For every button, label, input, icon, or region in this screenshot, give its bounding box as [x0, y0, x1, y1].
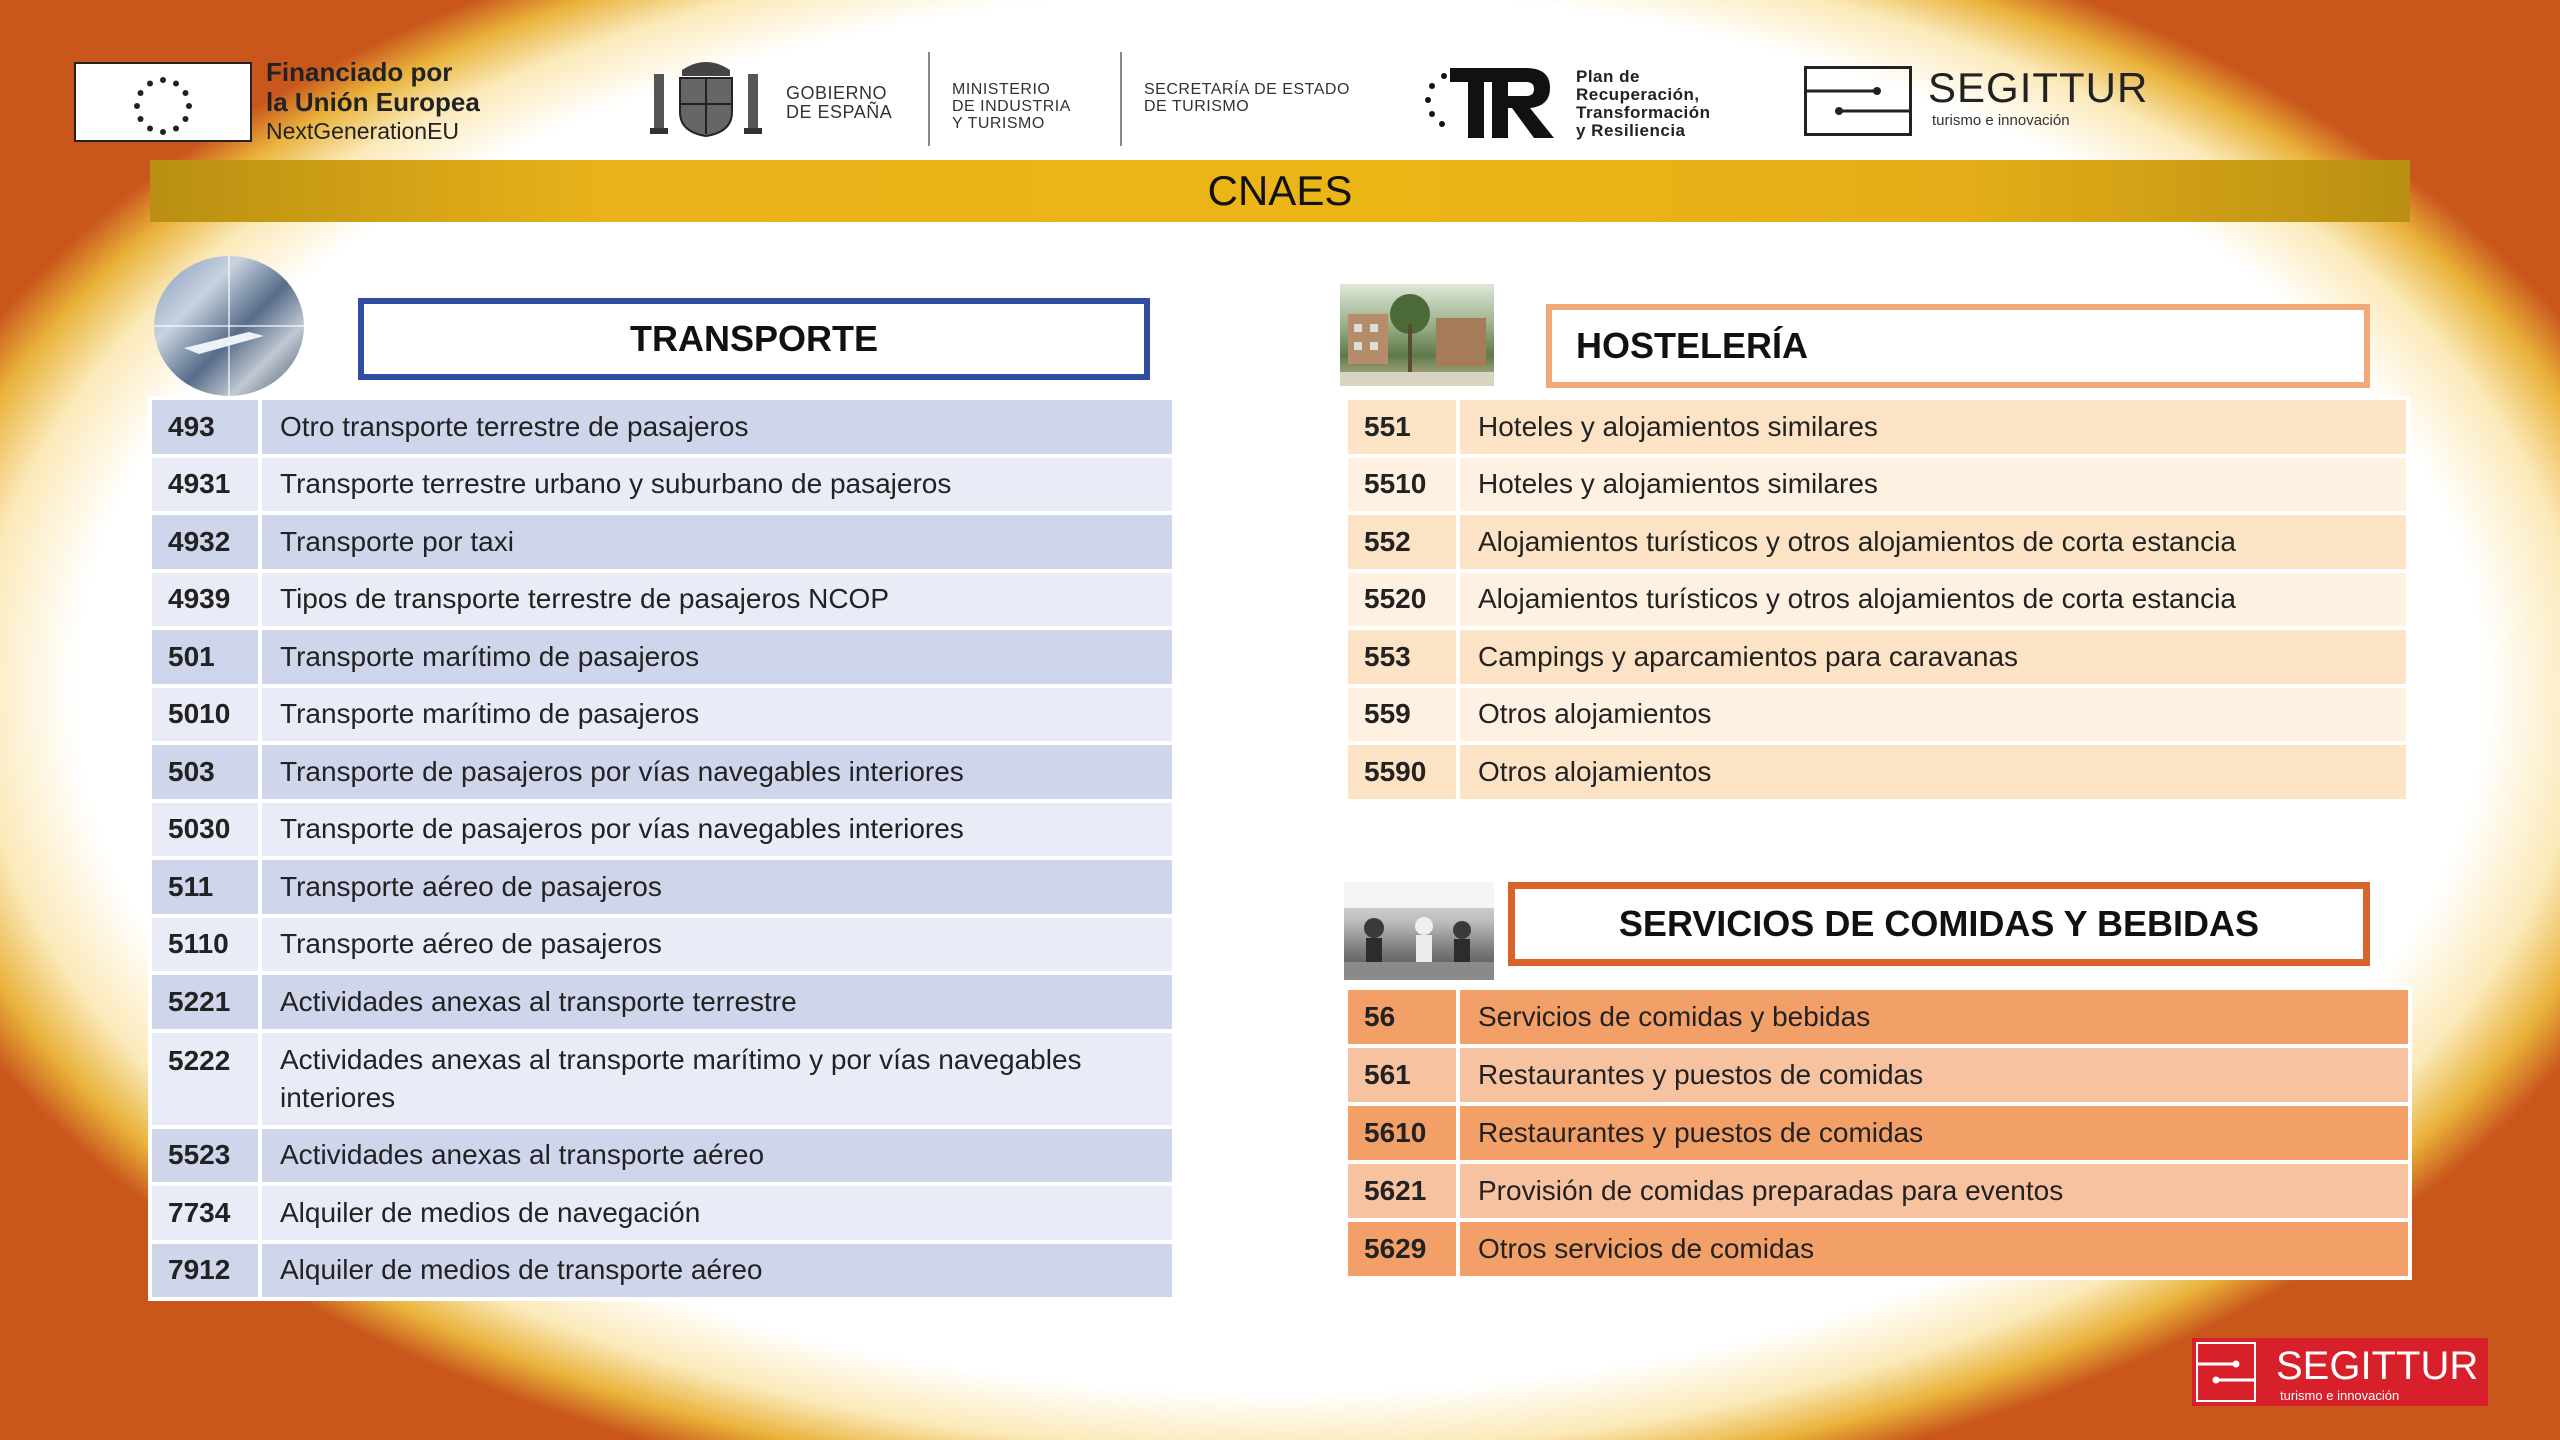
- ministerio-line-2: DE INDUSTRIA: [952, 97, 1071, 115]
- cnae-code: 5610: [1346, 1104, 1458, 1162]
- cnae-code: 4939: [150, 571, 260, 629]
- cnae-description: Alquiler de medios de transporte aéreo: [260, 1242, 1174, 1300]
- plan-line-2: Recuperación,: [1576, 84, 1700, 104]
- cnae-description: Transporte marítimo de pasajeros: [260, 686, 1174, 744]
- eu-line-3: NextGenerationEU: [266, 117, 460, 144]
- segittur-header-logo: [1804, 66, 1912, 136]
- recovery-plan-logo: [1422, 64, 1566, 140]
- header-separator: [1120, 52, 1122, 146]
- cnae-code: 5030: [150, 801, 260, 859]
- comidas-title: SERVICIOS DE COMIDAS Y BEBIDAS: [1618, 903, 2260, 944]
- comidas-row: [1346, 1162, 2410, 1220]
- cnaes-ribbon: [150, 160, 2410, 222]
- gobierno-line-2: DE ESPAÑA: [786, 101, 893, 122]
- cnae-code: 5110: [150, 916, 260, 974]
- cnae-description: Provisión de comidas preparadas para eventos: [1458, 1162, 2410, 1220]
- cnae-code: 5523: [150, 1127, 260, 1185]
- transporte-title: TRANSPORTE: [629, 318, 878, 359]
- transporte-row: [150, 1184, 1174, 1242]
- ribbon-title: CNAES: [1207, 167, 1353, 214]
- cnae-description: Transporte marítimo de pasajeros: [260, 628, 1174, 686]
- ministerio-line-3: Y TURISMO: [952, 114, 1045, 132]
- transporte-row: [150, 1127, 1174, 1185]
- hosteleria-row: [1346, 628, 2408, 686]
- hosteleria-row: [1346, 513, 2408, 571]
- cnae-description: Otro transporte terrestre de pasajeros: [260, 398, 1174, 456]
- ministerio-line-1: MINISTERIO: [952, 81, 1051, 98]
- eu-line-2: la Unión Europea: [266, 86, 480, 117]
- plan-line-3: Transformación: [1576, 102, 1711, 122]
- cnae-description: Actividades anexas al transporte marítimo y por vías navegables interiores: [260, 1031, 1174, 1127]
- cnae-code: 501: [150, 628, 260, 686]
- segittur-header-name: SEGITTUR: [1928, 64, 2149, 111]
- cnae-description: Transporte terrestre urbano y suburbano de pasajeros: [260, 456, 1174, 514]
- transporte-row: [150, 1242, 1174, 1300]
- cnae-code: 503: [150, 743, 260, 801]
- header-logos: [0, 0, 2560, 150]
- cnae-code: 552: [1346, 513, 1458, 571]
- cnae-description: Restaurantes y puestos de comidas: [1458, 1046, 2410, 1104]
- segittur-header-tagline: turismo e innovación: [1932, 112, 2070, 129]
- ministerio-text: [952, 82, 1071, 132]
- cnae-description: Transporte de pasajeros por vías navegables interiores: [260, 801, 1174, 859]
- hosteleria-title-box: [1546, 304, 2370, 388]
- cnae-description: Campings y aparcamientos para caravanas: [1458, 628, 2408, 686]
- cnae-code: 5590: [1346, 743, 1458, 801]
- hosteleria-row: [1346, 398, 2408, 456]
- cnae-description: Alojamientos turísticos y otros alojamientos de corta estancia: [1458, 571, 2408, 629]
- segittur-footer-mark: [2196, 1342, 2256, 1402]
- cnae-code: 551: [1346, 398, 1458, 456]
- gobierno-text: [786, 84, 892, 122]
- transporte-row: [150, 456, 1174, 514]
- transporte-row: [150, 513, 1174, 571]
- transporte-row: [150, 743, 1174, 801]
- secretaria-line-1: SECRETARÍA DE ESTADO: [1144, 81, 1350, 98]
- transporte-row: [150, 858, 1174, 916]
- cnae-description: Servicios de comidas y bebidas: [1458, 988, 2410, 1046]
- eu-flag-logo: [74, 62, 252, 142]
- cnae-code: 5222: [150, 1031, 260, 1127]
- cnae-code: 511: [150, 858, 260, 916]
- segittur-footer-name: SEGITTUR: [2276, 1344, 2479, 1388]
- cnae-description: Transporte aéreo de pasajeros: [260, 858, 1174, 916]
- transporte-table: [148, 396, 1176, 1301]
- transporte-row: [150, 571, 1174, 629]
- comidas-title-box: [1508, 882, 2370, 966]
- hosteleria-title: HOSTELERÍA: [1576, 325, 1809, 366]
- cnae-description: Transporte por taxi: [260, 513, 1174, 571]
- transporte-row: [150, 628, 1174, 686]
- eu-line-1: Financiado por: [266, 57, 453, 87]
- cnae-description: Actividades anexas al transporte terrestre: [260, 973, 1174, 1031]
- transporte-row: [150, 398, 1174, 456]
- cnae-code: 561: [1346, 1046, 1458, 1104]
- hotel-photo: [1340, 284, 1494, 386]
- restaurant-photo: [1344, 882, 1494, 980]
- cnae-description: Hoteles y alojamientos similares: [1458, 456, 2408, 514]
- comidas-table: [1344, 986, 2412, 1280]
- coat-of-arms-logo: [646, 52, 766, 138]
- recovery-plan-text: [1576, 68, 1711, 139]
- transport-photo: [154, 256, 304, 396]
- cnae-code: 4932: [150, 513, 260, 571]
- cnae-code: 5520: [1346, 571, 1458, 629]
- hosteleria-row: [1346, 456, 2408, 514]
- cnae-code: 4931: [150, 456, 260, 514]
- cnae-code: 5629: [1346, 1220, 1458, 1278]
- cnae-code: 7734: [150, 1184, 260, 1242]
- cnae-description: Transporte de pasajeros por vías navegables interiores: [260, 743, 1174, 801]
- comidas-row: [1346, 1104, 2410, 1162]
- plan-line-1: Plan de: [1576, 67, 1640, 86]
- segittur-mark-icon: [1807, 69, 1909, 133]
- cnae-description: Hoteles y alojamientos similares: [1458, 398, 2408, 456]
- cnae-code: 493: [150, 398, 260, 456]
- secretaria-text: [1144, 82, 1350, 116]
- hosteleria-table: [1344, 396, 2410, 803]
- cnae-code: 7912: [150, 1242, 260, 1300]
- transporte-title-box: [358, 298, 1150, 380]
- cnae-code: 56: [1346, 988, 1458, 1046]
- eu-funding-text: [266, 58, 480, 144]
- transporte-row: [150, 801, 1174, 859]
- cnae-description: Otros alojamientos: [1458, 743, 2408, 801]
- comidas-row: [1346, 1220, 2410, 1278]
- segittur-footer-tagline: turismo e innovación: [2280, 1388, 2400, 1403]
- hosteleria-row: [1346, 743, 2408, 801]
- cnae-description: Alojamientos turísticos y otros alojamientos de corta estancia: [1458, 513, 2408, 571]
- cnae-description: Actividades anexas al transporte aéreo: [260, 1127, 1174, 1185]
- cnae-code: 5221: [150, 973, 260, 1031]
- gobierno-line-1: GOBIERNO: [786, 83, 888, 103]
- cnae-code: 5010: [150, 686, 260, 744]
- cnae-code: 5621: [1346, 1162, 1458, 1220]
- transporte-row: [150, 916, 1174, 974]
- cnae-code: 559: [1346, 686, 1458, 744]
- cnae-description: Restaurantes y puestos de comidas: [1458, 1104, 2410, 1162]
- transporte-row: [150, 973, 1174, 1031]
- segittur-footer-logo: [2192, 1338, 2488, 1406]
- plan-line-4: y Resiliencia: [1576, 120, 1686, 140]
- transporte-row: [150, 686, 1174, 744]
- cnae-code: 5510: [1346, 456, 1458, 514]
- cnae-description: Tipos de transporte terrestre de pasajeros NCOP: [260, 571, 1174, 629]
- hosteleria-row: [1346, 686, 2408, 744]
- cnae-code: 553: [1346, 628, 1458, 686]
- secretaria-line-2: DE TURISMO: [1144, 97, 1250, 115]
- transporte-row: [150, 1031, 1174, 1127]
- hosteleria-row: [1346, 571, 2408, 629]
- cnae-description: Transporte aéreo de pasajeros: [260, 916, 1174, 974]
- segittur-mark-icon: [2198, 1344, 2254, 1400]
- cnae-description: Alquiler de medios de navegación: [260, 1184, 1174, 1242]
- comidas-row: [1346, 988, 2410, 1046]
- eu-stars-icon: [76, 64, 250, 140]
- cnae-description: Otros servicios de comidas: [1458, 1220, 2410, 1278]
- cnae-description: Otros alojamientos: [1458, 686, 2408, 744]
- header-separator: [928, 52, 930, 146]
- comidas-row: [1346, 1046, 2410, 1104]
